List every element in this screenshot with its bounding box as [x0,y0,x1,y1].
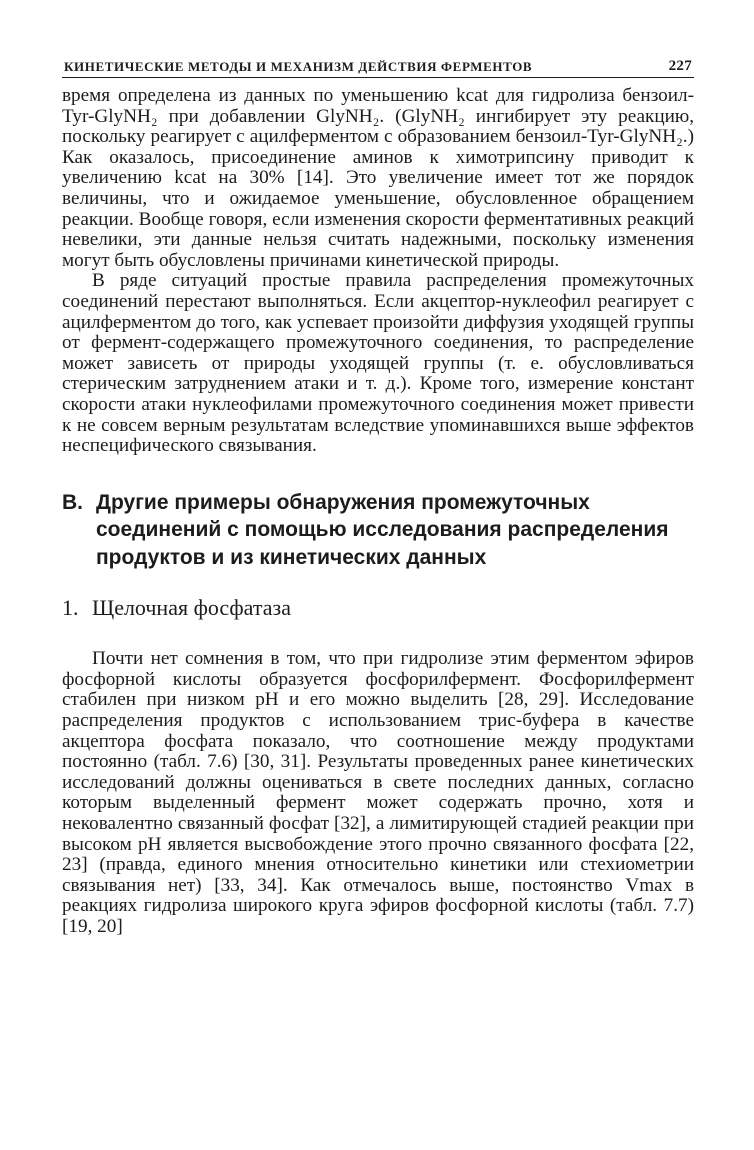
section-letter: В. [62,490,83,514]
subsection-number: 1. [62,595,79,621]
paragraph-alkaline-phosphatase: Почти нет сомнения в том, что при гидролизе этим ферментом эфиров фосфорной кислоты образуется фосфорилфермент. Фосфорилфермент стабилен при низком pH и его можно выделить [28, 29]. Исследование распределения продуктов с использованием трис-буфера в качестве акцептора фосфата показало, что соотношение между продуктами постоянно (табл. 7.6) [30, 31]. Результаты проведенных ранее кинетических исследований должны оцениваться в свете последних данных, согласно которым выделенный фермент может содержать прочно, хотя и нековалентно связанный фосфат [32], а лимитирующей стадией реакции при высоком pH является высвобождение этого прочно связанного фосфата [22, 23] (правда, единого мнения относительно кинетики или стехиометрии связывания нет) [33, 34]. Как отмечалось выше, постоянство Vmax в реакциях гидролиза широкого круга эфиров фосфорной кислоты (табл. 7.7) [19, 20] [62,648,694,937]
running-head [62,58,694,78]
paragraph-distribution-rules: В ряде ситуаций простые правила распределения промежуточных соединений перестают выполняться. Если акцептор-нуклеофил реагирует с ацилферментом до того, как успевает произойти диффузия уходящей группы от фермент-содержащего промежуточного соединения, то распределение может зависеть от природы уходящей группы (т. е. обусловливаться стерическим затруднением атаки и т. д.). Кроме того, измерение констант скорости атаки нуклеофилами промежуточного соединения может привести к не совсем верным результатам вследствие упоминавшихся выше эффектов неспецифического связывания. [62,270,694,457]
running-head-title: КИНЕТИЧЕСКИЕ МЕТОДЫ И МЕХАНИЗМ ДЕЙСТВИЯ ФЕРМЕНТОВ [64,59,533,74]
section-title: Другие примеры обнаружения промежуточных соединений с помощью исследования распределения продуктов и из кинетических данных [96,490,669,569]
subsection-title: Щелочная фосфатаза [92,595,291,621]
subsection-heading [62,595,694,621]
paragraph-continued: время определена из данных по уменьшению kcat для гидролиза бензоил-Tyr-GlyNH₂ при добавлении GlyNH₂. (GlyNH₂ ингибирует эту реакцию, поскольку реагирует с ацилферментом с образованием бензоил-Tyr-GlyNH₂.) Как оказалось, присоединение аминов к химотрипсину приводит к увеличению kcat на 30% [14]. Это увеличение имеет тот же порядок величины, что и ожидаемое уменьшение, обусловленное обращением реакции. Вообще говоря, если изменения скорости ферментативных реакций невелики, эти данные нельзя считать надежными, поскольку изменения могут быть обусловлены причинами кинетической природы. [62,85,694,271]
book-page [62,58,694,938]
section-heading [62,489,694,572]
page-number: 227 [668,58,692,74]
